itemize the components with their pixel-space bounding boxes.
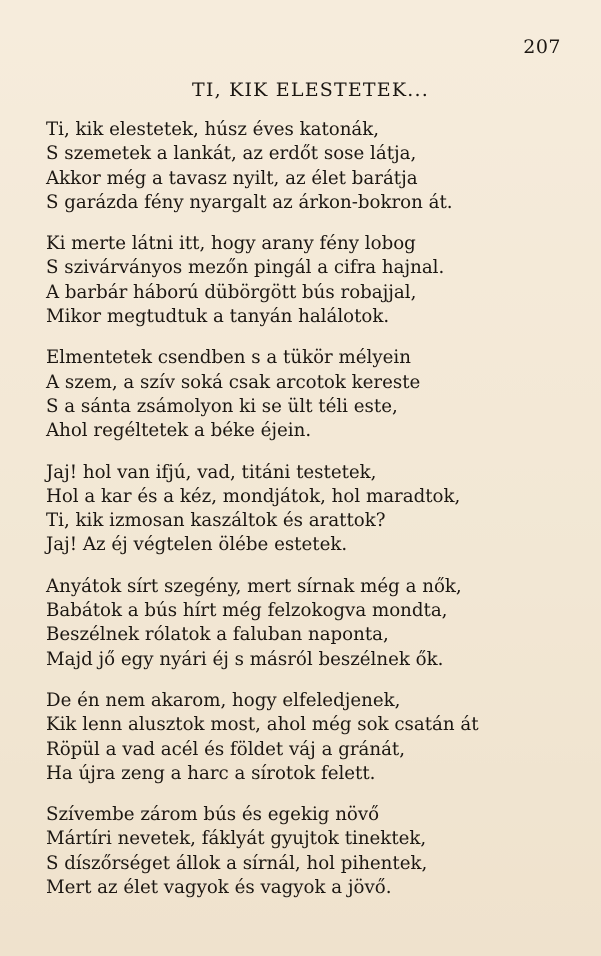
poem-line: Mikor megtudtuk a tanyán halálotok.: [46, 306, 390, 328]
poem-line: Röpül a vad acél és földet váj a gránát,: [46, 738, 406, 760]
poem-line: S díszőrséget állok a sírnál, hol pihentek,: [46, 852, 428, 874]
page-number: 207: [523, 36, 561, 58]
poem-body: [46, 118, 566, 917]
poem-line: De én nem akarom, hogy elfeledjenek,: [46, 689, 401, 711]
stanza: [46, 689, 566, 786]
stanza: [46, 118, 566, 215]
poem-line: Ha újra zeng a harc a sírotok felett.: [46, 762, 376, 784]
stanza: [46, 232, 566, 329]
poem-line: S szivárványos mezőn pingál a cifra hajnal.: [46, 257, 445, 279]
poem-line: Elmentetek csendben s a tükör mélyein: [46, 347, 411, 369]
poem-line: Jaj! Az éj végtelen ölébe estetek.: [46, 534, 348, 556]
poem-line: Akkor még a tavasz nyilt, az élet barátja: [46, 167, 418, 189]
poem-line: Ti, kik izmosan kaszáltok és arattok?: [46, 510, 386, 532]
poem-title: TI, KIK ELESTETEK...: [192, 79, 429, 101]
poem-line: Jaj! hol van ifjú, vad, titáni testetek,: [46, 461, 377, 483]
poem-line: Mert az élet vagyok és vagyok a jövő.: [46, 877, 392, 899]
poem-line: Majd jő egy nyári éj s másról beszélnek ők.: [46, 648, 444, 670]
poem-line: A barbár háború dübörgött bús robajjal,: [46, 281, 417, 303]
poem-line: S a sánta zsámolyon ki se ült téli este,: [46, 395, 398, 417]
poem-line: S garázda fény nyargalt az árkon-bokron át.: [46, 191, 453, 213]
poem-line: Ahol regéltetek a béke éjein.: [46, 420, 312, 442]
poem-line: Babátok a bús hírt még felzokogva mondta,: [46, 600, 448, 622]
poem-line: S szemetek a lankát, az erdőt sose látja,: [46, 143, 417, 165]
poem-line: Mártíri nevetek, fáklyát gyujtok tinektek,: [46, 828, 427, 850]
stanza: [46, 461, 566, 558]
poem-line: Ti, kik elestetek, húsz éves katonák,: [46, 119, 380, 140]
stanza: [46, 575, 566, 672]
poem-line: Szívembe zárom bús és egekig növő: [46, 804, 380, 826]
poem-line: Beszélnek rólatok a faluban naponta,: [46, 624, 389, 646]
poem-line: Ki merte látni itt, hogy arany fény lobog: [46, 233, 416, 255]
poem-line: Hol a kar és a kéz, mondjátok, hol maradtok,: [46, 485, 461, 507]
poem-line: Kik lenn alusztok most, ahol még sok csatán át: [46, 714, 479, 736]
poem-line: A szem, a szív soká csak arcotok kereste: [46, 371, 421, 393]
stanza: [46, 346, 566, 443]
poem-line: Anyátok sírt szegény, mert sírnak még a nők,: [46, 575, 462, 597]
stanza: [46, 803, 566, 900]
